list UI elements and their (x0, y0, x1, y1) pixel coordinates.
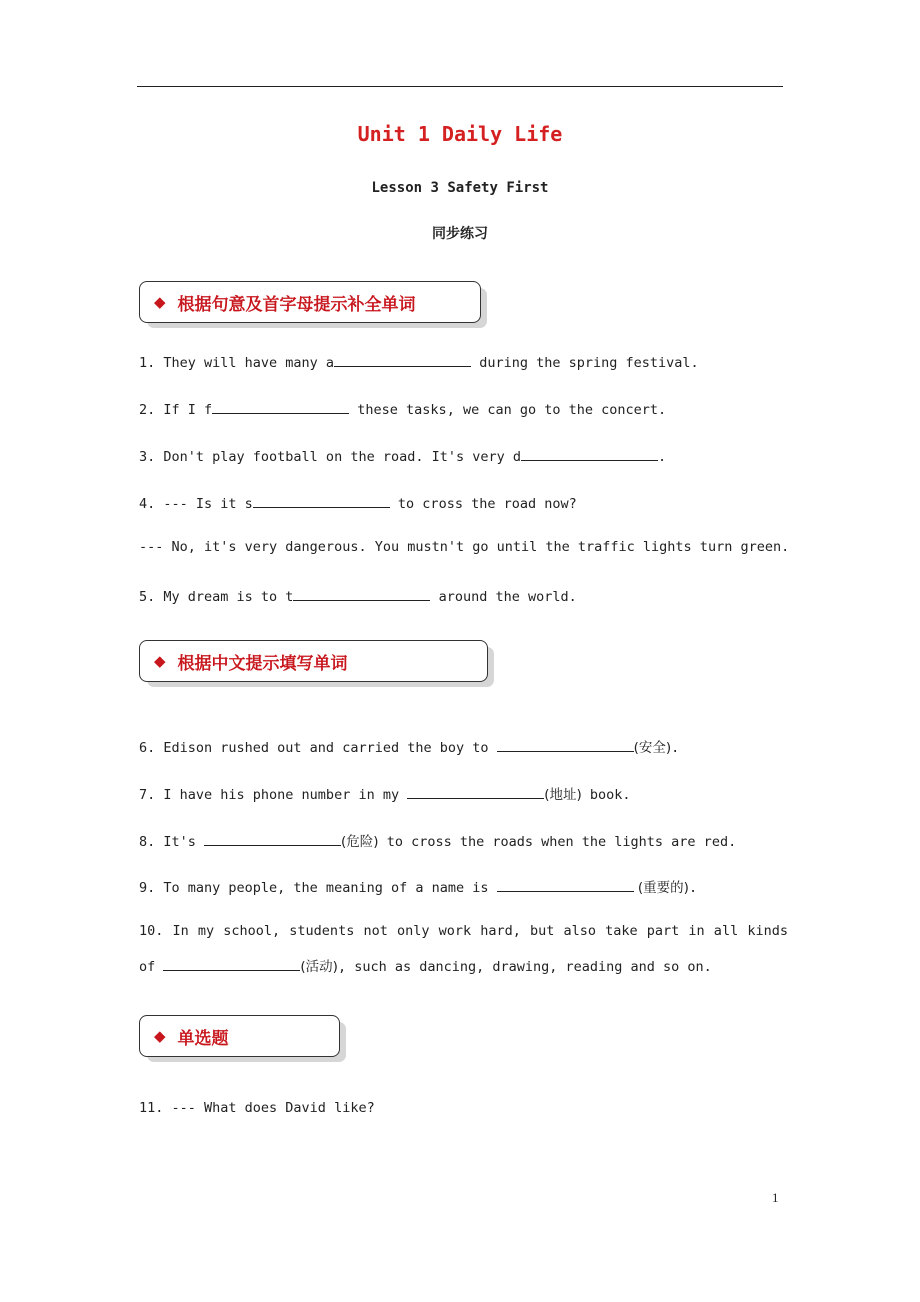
page-number: 1 (772, 1190, 779, 1205)
question-6: 6. Edison rushed out and carried the boy to (安全). (139, 736, 679, 756)
section-header-1 (139, 281, 481, 323)
lesson-title: Lesson 3 Safety First (371, 180, 549, 196)
question-7: 7. I have his phone number in my (地址) book. (139, 783, 631, 803)
question-9: 9. To many people, the meaning of a name is (重要的). (139, 876, 697, 896)
question-4-reply: --- No, it's very dangerous. You mustn't go until the traffic lights turn green. (139, 539, 790, 555)
diamond-icon: ◆ (154, 652, 166, 670)
section-header-2 (139, 640, 488, 682)
question-4: 4. --- Is it s to cross the road now? (139, 493, 577, 512)
question-2: 2. If I f these tasks, we can go to the concert. (139, 399, 666, 418)
question-10: 10. In my school, students not only work hard, but also take part in all kinds (139, 923, 788, 939)
section-header-3 (139, 1015, 340, 1057)
question-10-cont: of (活动), such as dancing, drawing, reading and so on. (139, 955, 712, 975)
question-5: 5. My dream is to t around the world. (139, 586, 577, 605)
question-1: 1. They will have many a during the spring festival. (139, 352, 699, 371)
section-label: 单选题 (177, 1028, 229, 1049)
header-rule (137, 86, 783, 87)
question-11: 11. --- What does David like? (139, 1100, 375, 1116)
answer-blank[interactable] (253, 493, 390, 508)
diamond-icon: ◆ (154, 293, 166, 311)
answer-blank[interactable] (521, 446, 658, 461)
page-title: Unit 1 Daily Life (357, 122, 563, 146)
answer-blank[interactable] (497, 737, 634, 752)
answer-blank[interactable] (497, 877, 634, 892)
answer-blank[interactable] (212, 399, 349, 414)
answer-blank[interactable] (334, 352, 471, 367)
answer-blank[interactable] (204, 831, 341, 846)
section-label: 根据中文提示填写单词 (177, 653, 348, 674)
exercise-subtitle: 同步练习 (432, 226, 488, 242)
answer-blank[interactable] (163, 956, 300, 971)
diamond-icon: ◆ (154, 1027, 166, 1045)
question-3: 3. Don't play football on the road. It's very d . (139, 446, 666, 465)
question-8: 8. It's (危险) to cross the roads when the lights are red. (139, 830, 736, 850)
answer-blank[interactable] (293, 586, 430, 601)
section-label: 根据句意及首字母提示补全单词 (177, 294, 416, 315)
answer-blank[interactable] (407, 784, 544, 799)
